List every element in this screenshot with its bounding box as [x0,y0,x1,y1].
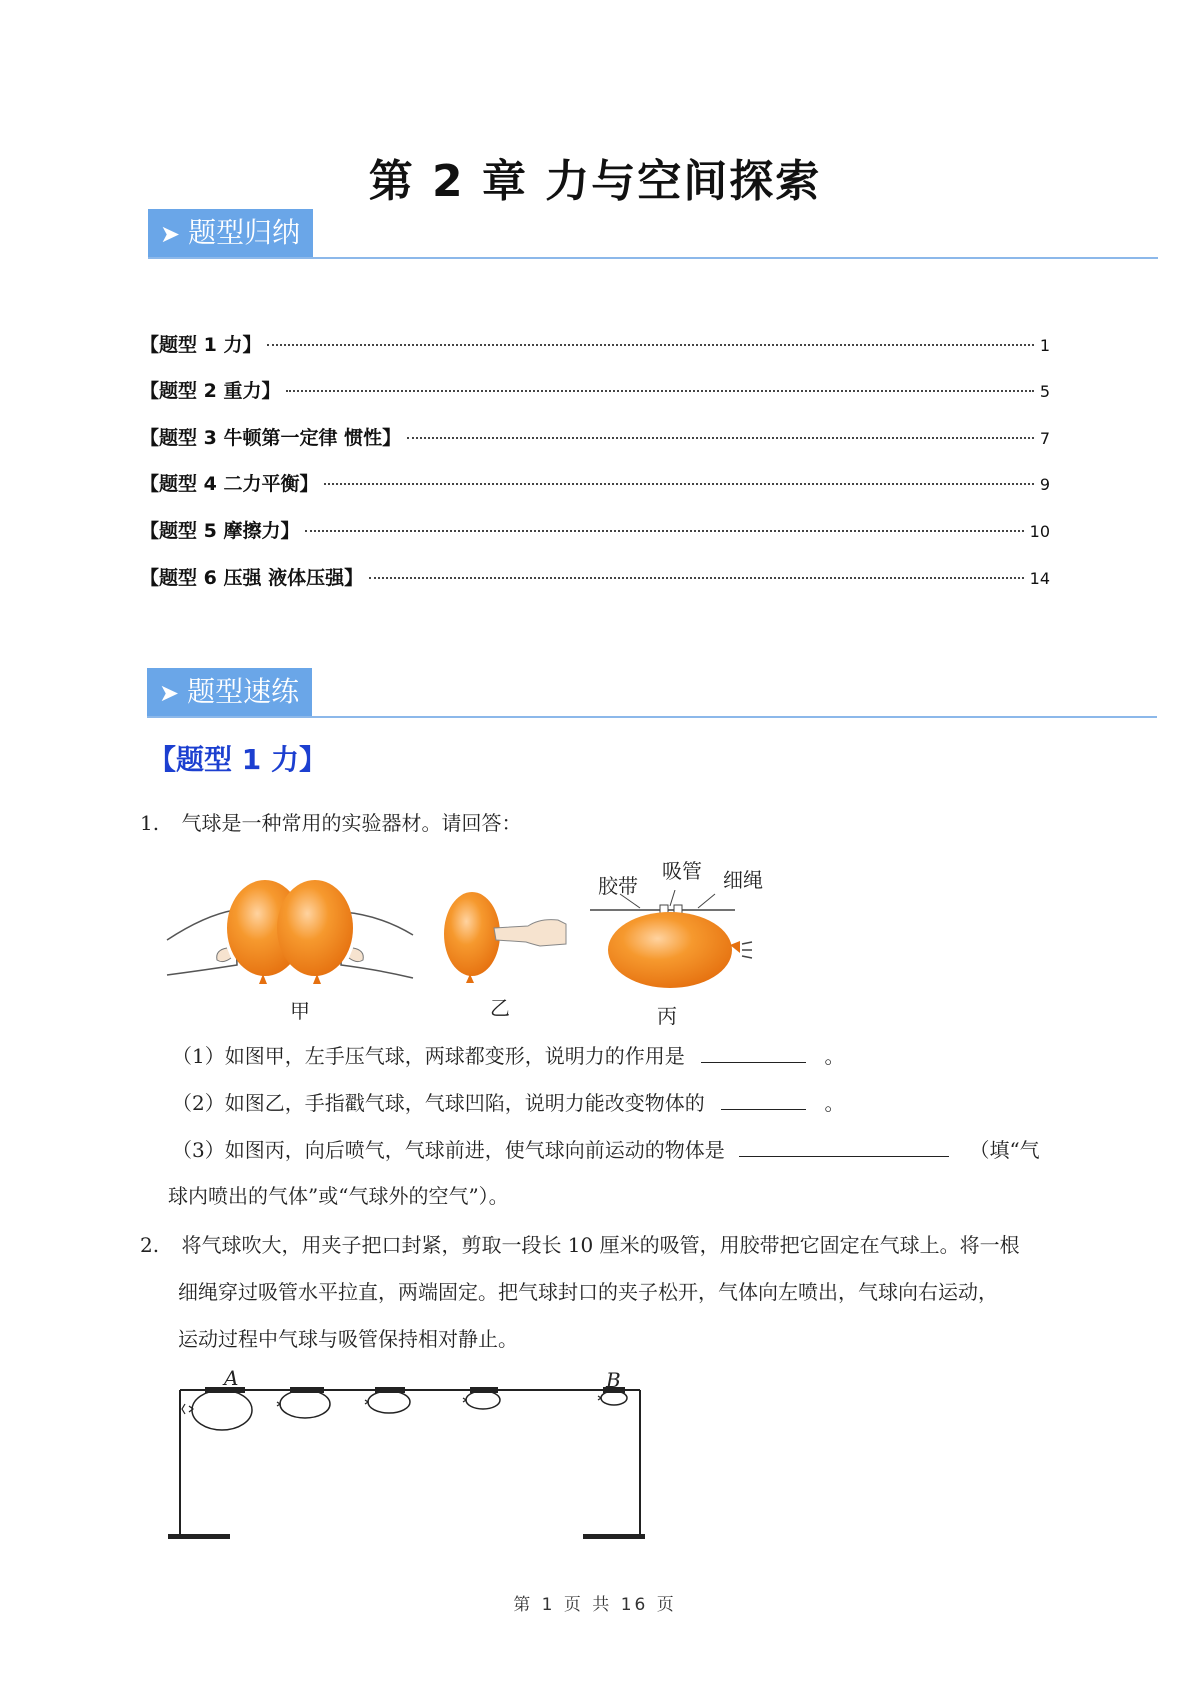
sub-question-text: （1）如图甲，左手压气球，两球都变形，说明力的作用是 [172,1044,685,1068]
tape-pointer [620,894,640,908]
banner-question-types [148,209,313,257]
toc-page: 5 [1039,382,1050,401]
toc-label: 【题型 2 重力】 [140,380,281,402]
toc-page: 1 [1039,336,1050,355]
chapter-title: 第 2 章 力与空间探索 [368,156,822,207]
arrow-icon: ➤ [160,220,181,248]
sub-question-text: （2）如图乙，手指戳气球，气球凹陷，说明力能改变物体的 [172,1091,705,1115]
balloon-position-3 [368,1391,410,1413]
poking-hand [494,920,566,946]
left-hand-outline [167,910,237,975]
answer-blank-3[interactable] [739,1134,949,1157]
sub-question-end: 。 [824,1091,845,1115]
balloon-poked [444,892,500,976]
toc-label: 【题型 6 压强 液体压强】 [140,567,364,589]
figure-yi-finger-poke [440,888,570,988]
figure-label-tape: 胶带 [598,874,638,898]
question-2-line1 [140,1230,1020,1260]
banner-rule [148,257,1158,259]
question-2-line2: 细绳穿过吸管水平拉直，两端固定。把气球封口的夹子松开，气体向左喷出，气球向右运动， [178,1280,998,1304]
sub-question-3-cont: 球内喷出的气体”或“气球外的空气”）。 [168,1184,509,1208]
toc-leader [324,483,1033,485]
banner-rule [147,716,1157,718]
balloon-right [277,880,353,976]
banner-label: 题型速练 [187,675,300,708]
toc-entry[interactable] [140,330,1050,360]
question-2-line3: 运动过程中气球与吸管保持相对静止。 [178,1327,518,1351]
toc-leader [267,344,1033,346]
toc-entry[interactable] [140,563,1050,593]
straw-pointer [670,890,675,906]
question-text: 将气球吹大，用夹子把口封紧，剪取一段长 10 厘米的吸管，用胶带把它固定在气球上。将一根 [181,1233,1020,1257]
figure-label-rope: 细绳 [723,868,763,892]
figure-label-straw: 吸管 [662,859,702,883]
rope-pointer [698,894,715,908]
right-base [583,1534,645,1539]
question-1-stem [140,808,521,838]
toc-leader [407,437,1034,439]
jet-balloon [608,912,732,988]
figure-balloon-track [165,1370,655,1542]
sub-question-text: （3）如图丙，向后喷气，气球前进，使气球向前运动的物体是 [172,1138,725,1162]
page-footer: 第 1 页 共 16 页 [513,1595,677,1615]
sub-question-end: 。 [824,1044,845,1068]
banner-label: 题型归纳 [188,216,301,249]
left-thumb [217,948,231,962]
answer-blank-2[interactable] [721,1087,806,1110]
balloon-position-4 [466,1391,500,1409]
toc-page: 14 [1029,569,1050,588]
figure-bing-jet-balloon [590,890,760,1000]
banner-practice [147,668,312,716]
balloon-position-a [192,1390,252,1430]
section-heading: 【题型 1 力】 [148,743,327,776]
air-jet-lines [742,942,752,958]
toc-leader [286,390,1033,392]
balloon-position-b [601,1391,627,1405]
toc-entry[interactable] [140,516,1050,546]
figure-jia-balloons [165,870,415,990]
toc-leader [305,530,1023,532]
question-text: 气球是一种常用的实验器材。请回答： [181,811,522,835]
toc-entry[interactable] [140,423,1050,453]
sub-question-1 [172,1040,844,1071]
toc-label: 【题型 3 牛顿第一定律 惯性】 [140,427,402,449]
left-base [168,1534,230,1539]
toc-label: 【题型 4 二力平衡】 [140,473,319,495]
figure-label-yi: 乙 [490,996,510,1020]
point-label-a: A [224,1366,239,1390]
answer-blank-1[interactable] [701,1040,806,1063]
question-number: 1. [140,811,160,835]
toc-leader [369,577,1024,579]
toc-entry[interactable] [140,376,1050,406]
toc-page: 9 [1039,475,1050,494]
sub-question-3 [172,1134,1057,1165]
toc-page: 10 [1029,522,1050,541]
toc-entry[interactable] [140,469,1050,499]
sub-question-text: （填“气 [969,1138,1040,1162]
right-thumb [349,948,363,962]
question-number: 2. [140,1233,160,1257]
point-label-b: B [606,1368,621,1392]
toc-page: 7 [1039,429,1050,448]
toc-label: 【题型 5 摩擦力】 [140,520,300,542]
figure-label-jia: 甲 [290,999,310,1023]
arrow-icon: ➤ [159,679,180,707]
balloon-position-2 [280,1390,330,1418]
sub-question-2 [172,1087,844,1118]
figure-label-bing: 丙 [657,1004,677,1028]
toc-label: 【题型 1 力】 [140,334,262,356]
